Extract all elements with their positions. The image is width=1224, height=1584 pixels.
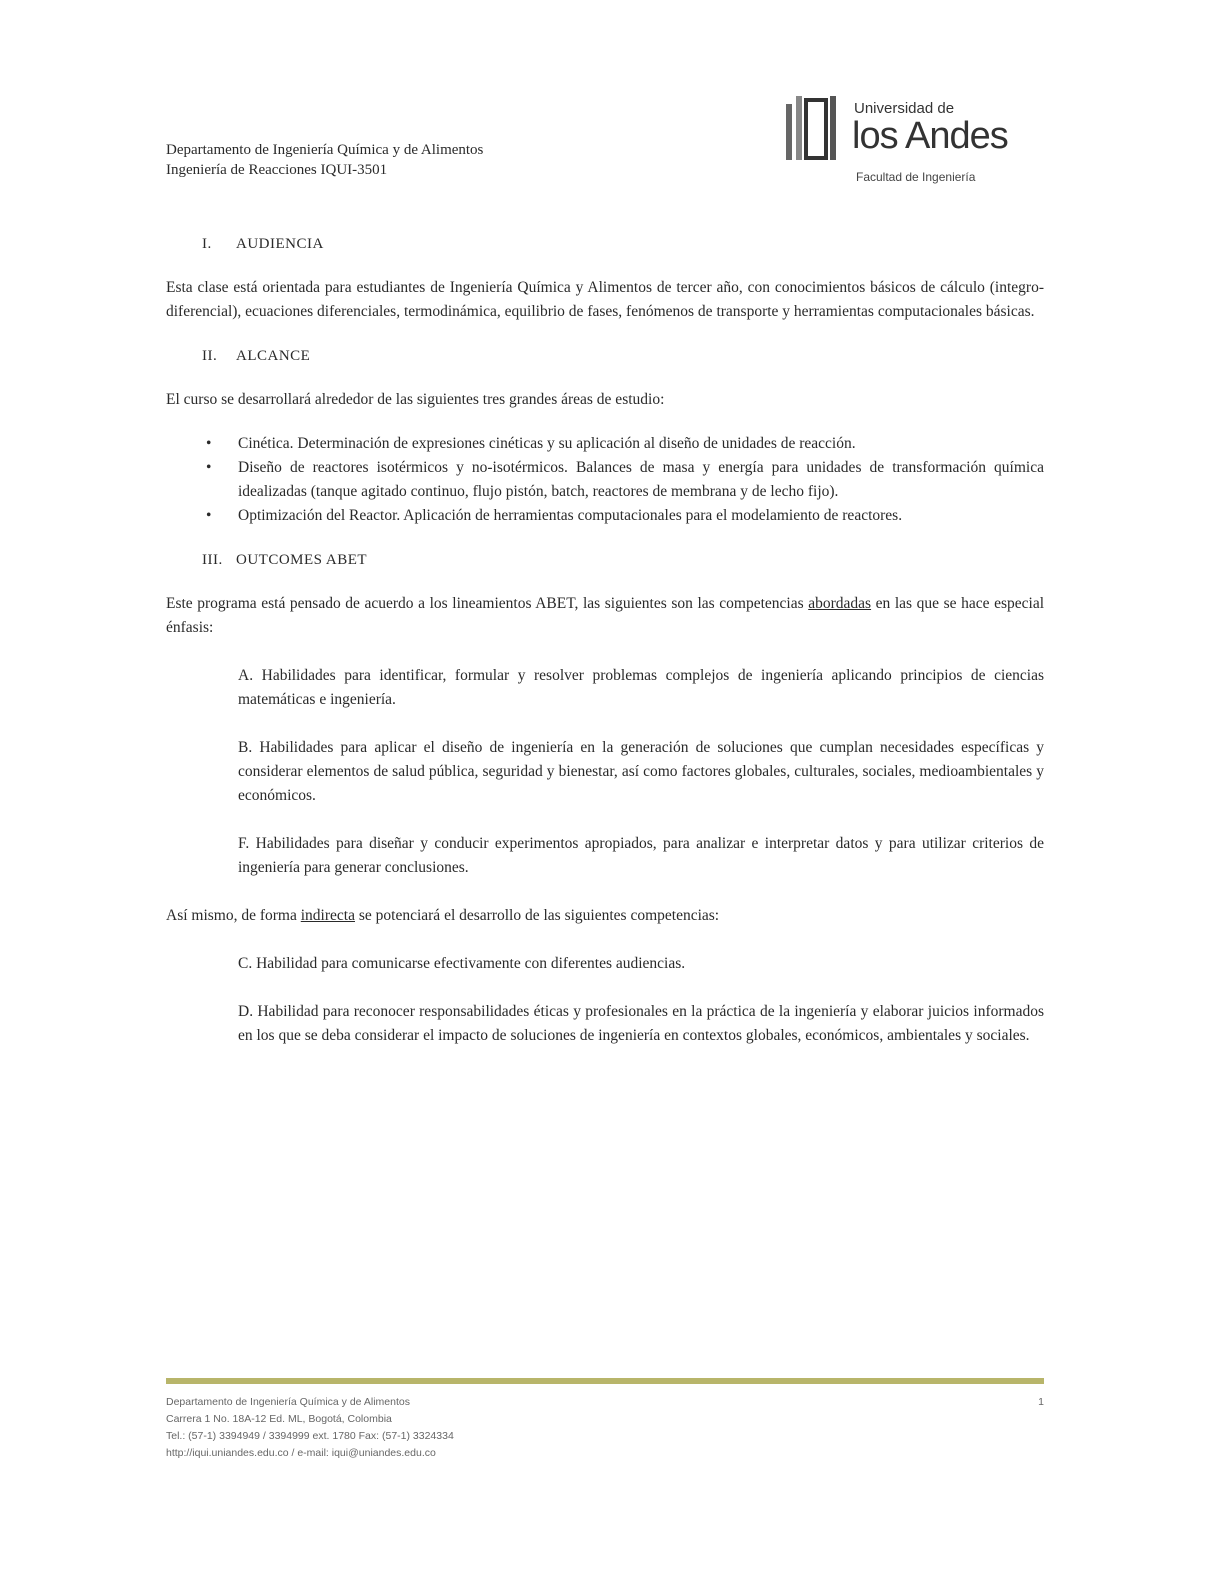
logo-name: los Andes [852,115,1008,157]
footer-phone: Tel.: (57-1) 3394949 / 3394999 ext. 1780 Fax: (57-1) 3324334 [166,1430,454,1442]
document-body [166,232,1044,1048]
university-logo [782,94,1032,194]
outcome-d: D. Habilidad para reconocer responsabilidades éticas y profesionales en la práctica de la ingeniería y elaborar juicios informados en los que se deba considerar el impacto de soluciones de ingeniería en contextos globales, económicos, ambientales y sociales. [238,1003,1044,1044]
page-number: 1 [1038,1396,1044,1408]
footer-divider [166,1378,1044,1384]
section-title: OUTCOMES ABET [236,552,368,568]
section-number: I. [202,236,212,252]
section-number: III. [202,552,223,568]
header-course: Ingeniería de Reacciones IQUI-3501 [166,162,388,178]
footer-web: http://iqui.uniandes.edu.co / e-mail: iqui@uniandes.edu.co [166,1447,436,1459]
outcome-b: B. Habilidades para aplicar el diseño de ingeniería en la generación de soluciones que cumplan necesidades específicas y considerar elementos de salud pública, seguridad y bienestar, así como factores globales, culturales, sociales, medioambientales y económicos. [238,739,1044,804]
document-footer [166,1394,1044,1462]
section-title: AUDIENCIA [236,236,324,252]
header-department: Departamento de Ingeniería Química y de Alimentos [166,142,484,158]
outcome-c: C. Habilidad para comunicarse efectivamente con diferentes audiencias. [238,955,686,972]
bullet-icon: • [206,435,212,452]
bullet-icon: • [206,507,212,524]
logo-university-label: Universidad de [854,100,955,117]
underlined-term: indirecta [300,907,355,924]
list-item: • Optimización del Reactor. Aplicación de herramientas computacionales para el modelamiento de reactores. [166,504,1044,528]
list-item: • Diseño de reactores isotérmicos y no-isotérmicos. Balances de masa y energía para unidades de transformación química idealizadas (tanque agitado continuo, flujo pistón, batch, reactores de membrana y de lecho fijo). [166,456,1044,504]
section-heading-audiencia [202,232,1044,256]
footer-address: Carrera 1 No. 18A-12 Ed. ML, Bogotá, Colombia [166,1413,392,1425]
footer-department: Departamento de Ingeniería Química y de Alimentos [166,1396,410,1408]
alcance-intro: El curso se desarrollará alrededor de las siguientes tres grandes áreas de estudio: [166,391,665,408]
section-number: II. [202,348,218,364]
list-item: • Cinética. Determinación de expresiones cinéticas y su aplicación al diseño de unidades de reacción. [166,432,1044,456]
outcome-a: A. Habilidades para identificar, formular y resolver problemas complejos de ingeniería aplicando principios de ciencias matemáticas e ingeniería. [238,667,1044,708]
outcome-f: F. Habilidades para diseñar y conducir experimentos apropiados, para analizar e interpretar datos y para utilizar criterios de ingeniería para generar conclusiones. [238,835,1044,876]
underlined-term: abordadas [808,595,872,612]
outcomes-indirect-intro: Así mismo, de forma indirecta se potenciará el desarrollo de las siguientes competencias: [166,907,720,924]
section-heading-alcance [202,344,1044,368]
document-header [166,140,766,180]
audiencia-paragraph: Esta clase está orientada para estudiantes de Ingeniería Química y Alimentos de tercer año, con conocimientos básicos de cálculo (integro-diferencial), ecuaciones diferenciales, termodinámica, equilibrio de fases, fenómenos de transporte y herramientas computacionales básicas. [166,279,1044,320]
section-title: ALCANCE [236,348,311,364]
bullet-icon: • [206,459,212,476]
outcomes-intro: Este programa está pensado de acuerdo a los lineamientos ABET, las siguientes son las competencias abordadas en las que se hace especial énfasis: [166,595,1045,636]
logo-faculty: Facultad de Ingeniería [856,170,976,184]
alcance-list [166,432,1044,528]
logo-emblem-icon [782,94,846,166]
section-heading-outcomes [202,548,1044,572]
